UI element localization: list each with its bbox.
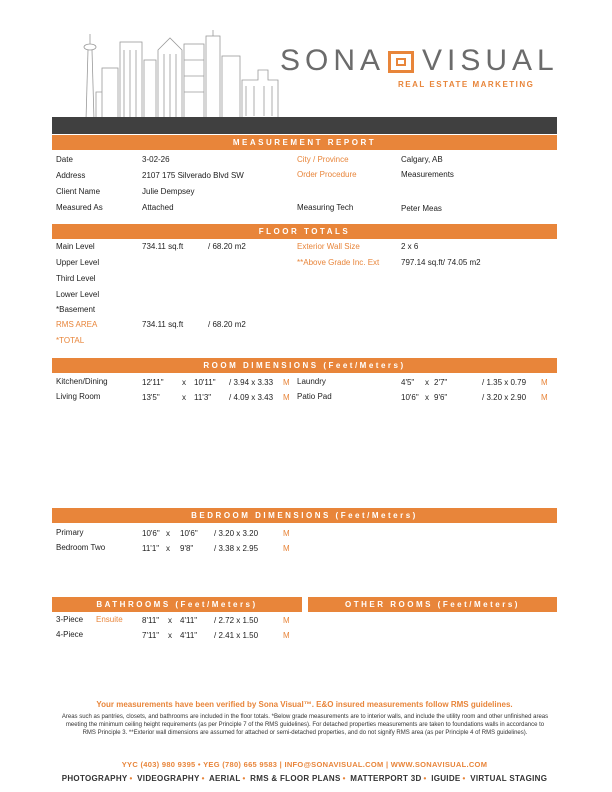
verification-statement: Your measurements have been verified by Sona Visual™. E&O insured measurements follow RMS guidelines. — [96, 700, 513, 709]
date-value: 3-02-26 — [142, 155, 170, 164]
bathroom-width-ft: 8'11" — [142, 616, 160, 625]
bathroom-by-sign: x — [168, 616, 172, 625]
room-length-ft: 2'7" — [434, 378, 448, 387]
room-by-sign: x — [182, 393, 186, 402]
room-length-ft: 11'3" — [194, 393, 212, 402]
header-divider-band — [52, 117, 557, 134]
bedroom-metric-unit: M — [283, 529, 290, 538]
bedroom-width-ft: 11'1" — [142, 544, 160, 553]
rms-area-sqft: 734.11 sq.ft — [142, 320, 184, 329]
room-metric: / 3.94 x 3.33 — [229, 378, 274, 387]
service-item: AERIAL — [208, 774, 241, 783]
room-width-ft: 13'5" — [142, 393, 160, 402]
service-item: VIRTUAL STAGING — [470, 774, 548, 783]
floor-totals-heading: FLOOR TOTALS — [52, 224, 557, 239]
tech-label: Measuring Tech — [297, 203, 354, 212]
lower-level-label: Lower Level — [56, 290, 100, 299]
room-name: Kitchen/Dining — [56, 377, 108, 386]
city-skyline-illustration — [72, 30, 284, 126]
client-value: Julie Dempsey — [142, 187, 195, 196]
bullet-separator-icon: • — [242, 774, 246, 783]
room-metric-unit: M — [283, 393, 290, 402]
room-name: Living Room — [56, 392, 101, 401]
room-metric-unit: M — [541, 393, 548, 402]
room-metric: / 3.20 x 2.90 — [482, 393, 527, 402]
above-grade-label: **Above Grade Inc. Ext — [297, 258, 380, 267]
brand-name-right: VISUAL — [422, 44, 559, 77]
room-by-sign: x — [182, 378, 186, 387]
bedroom-dimensions-heading: BEDROOM DIMENSIONS (Feet/Meters) — [52, 508, 557, 523]
date-label: Date — [56, 155, 73, 164]
bedroom-by-sign: x — [166, 544, 170, 553]
above-grade-value: 797.14 sq.ft/ 74.05 m2 — [401, 258, 481, 267]
rms-area-label: RMS AREA — [56, 320, 98, 329]
measurement-fine-print: Areas such as pantries, closets, and bathrooms are included in the floor totals. *Below grade measurements are to interior walls, and include the utility room and other unfinished areas meeting the minimum ceiling height requirements (as per Principle 7 of the RMS guidelines). For detached properties measurements are taken to foundations walls in accordance to RMS Principle 3. **Exterior wall dimensions are assumed for attached or semi-detached properties, and do not signify RMS area (as per Principle 4 of RMS guidelines). — [61, 714, 549, 736]
bathroom-metric-unit: M — [283, 616, 290, 625]
bullet-separator-icon: • — [201, 774, 205, 783]
city-label: City / Province — [297, 155, 349, 164]
bathroom-metric-unit: M — [283, 631, 290, 640]
brand-tagline: REAL ESTATE MARKETING — [398, 80, 535, 89]
other-rooms-heading: OTHER ROOMS (Feet/Meters) — [308, 597, 557, 612]
brand-logo — [280, 44, 559, 89]
room-dimensions-heading: ROOM DIMENSIONS (Feet/Meters) — [52, 358, 557, 373]
bedroom-metric: / 3.38 x 2.95 — [214, 544, 259, 553]
service-item: RMS & FLOOR PLANS — [250, 774, 341, 783]
contact-line: YYC (403) 980 9395 • YEG (780) 665 9583 | INFO@SONAVISUAL.COM | WWW.SONAVISUAL.COM — [121, 760, 488, 769]
bathroom-width-ft: 7'11" — [142, 631, 160, 640]
room-length-ft: 9'6" — [434, 393, 448, 402]
total-label: *TOTAL — [56, 336, 85, 345]
third-level-label: Third Level — [56, 274, 96, 283]
service-item: PHOTOGRAPHY — [61, 774, 128, 783]
main-level-label: Main Level — [56, 242, 95, 251]
room-metric-unit: M — [541, 378, 548, 387]
client-label: Client Name — [56, 187, 101, 196]
bathroom-tag: Ensuite — [96, 615, 123, 624]
bathrooms-heading: BATHROOMS (Feet/Meters) — [52, 597, 302, 612]
bathroom-length-ft: 4'11" — [180, 616, 198, 625]
order-value: Measurements — [401, 170, 454, 179]
bathroom-name: 4-Piece — [56, 630, 84, 639]
room-by-sign: x — [425, 393, 429, 402]
room-name: Laundry — [297, 377, 326, 386]
bullet-separator-icon: • — [129, 774, 133, 783]
bedroom-length-ft: 10'6" — [180, 529, 198, 538]
measured-as-label: Measured As — [56, 203, 103, 212]
bedroom-name: Bedroom Two — [56, 543, 106, 552]
room-width-ft: 10'6" — [401, 393, 419, 402]
exterior-wall-label: Exterior Wall Size — [297, 242, 360, 251]
bathroom-by-sign: x — [168, 631, 172, 640]
bathroom-metric: / 2.72 x 1.50 — [214, 616, 259, 625]
basement-label: *Basement — [56, 305, 96, 314]
room-metric: / 4.09 x 3.43 — [229, 393, 274, 402]
bathroom-metric: / 2.41 x 1.50 — [214, 631, 259, 640]
measured-as-value: Attached — [142, 203, 174, 212]
brand-name-left: SONA — [280, 44, 386, 77]
bedroom-length-ft: 9'8" — [180, 544, 194, 553]
service-item: VIDEOGRAPHY — [137, 774, 200, 783]
room-metric: / 1.35 x 0.79 — [482, 378, 527, 387]
exterior-wall-value: 2 x 6 — [401, 242, 419, 251]
order-label: Order Procedure — [297, 170, 357, 179]
room-width-ft: 4'5" — [401, 378, 415, 387]
bullet-separator-icon: • — [423, 774, 427, 783]
room-width-ft: 12'11" — [142, 378, 164, 387]
services-list — [52, 774, 557, 783]
tech-value: Peter Meas — [401, 204, 442, 213]
bullet-separator-icon: • — [462, 774, 466, 783]
bedroom-by-sign: x — [166, 529, 170, 538]
upper-level-label: Upper Level — [56, 258, 100, 267]
room-by-sign: x — [425, 378, 429, 387]
bullet-separator-icon: • — [342, 774, 346, 783]
address-label: Address — [56, 171, 86, 180]
bathroom-name: 3-Piece — [56, 615, 84, 624]
main-level-sqft: 734.11 sq.ft — [142, 242, 184, 251]
city-value: Calgary, AB — [401, 155, 443, 164]
bathroom-length-ft: 4'11" — [180, 631, 198, 640]
room-name: Patio Pad — [297, 392, 332, 401]
room-length-ft: 10'11" — [194, 378, 216, 387]
logo-square-icon — [388, 51, 414, 73]
address-value: 2107 175 Silverado Blvd SW — [142, 171, 244, 180]
measurement-report-heading: MEASUREMENT REPORT — [52, 135, 557, 150]
main-level-m2: / 68.20 m2 — [208, 242, 246, 251]
service-item: MATTERPORT 3D — [350, 774, 422, 783]
bedroom-metric: / 3.20 x 3.20 — [214, 529, 259, 538]
rms-area-m2: / 68.20 m2 — [208, 320, 246, 329]
service-item: IGUIDE — [431, 774, 461, 783]
room-metric-unit: M — [283, 378, 290, 387]
bedroom-metric-unit: M — [283, 544, 290, 553]
bedroom-width-ft: 10'6" — [142, 529, 160, 538]
bedroom-name: Primary — [56, 528, 84, 537]
